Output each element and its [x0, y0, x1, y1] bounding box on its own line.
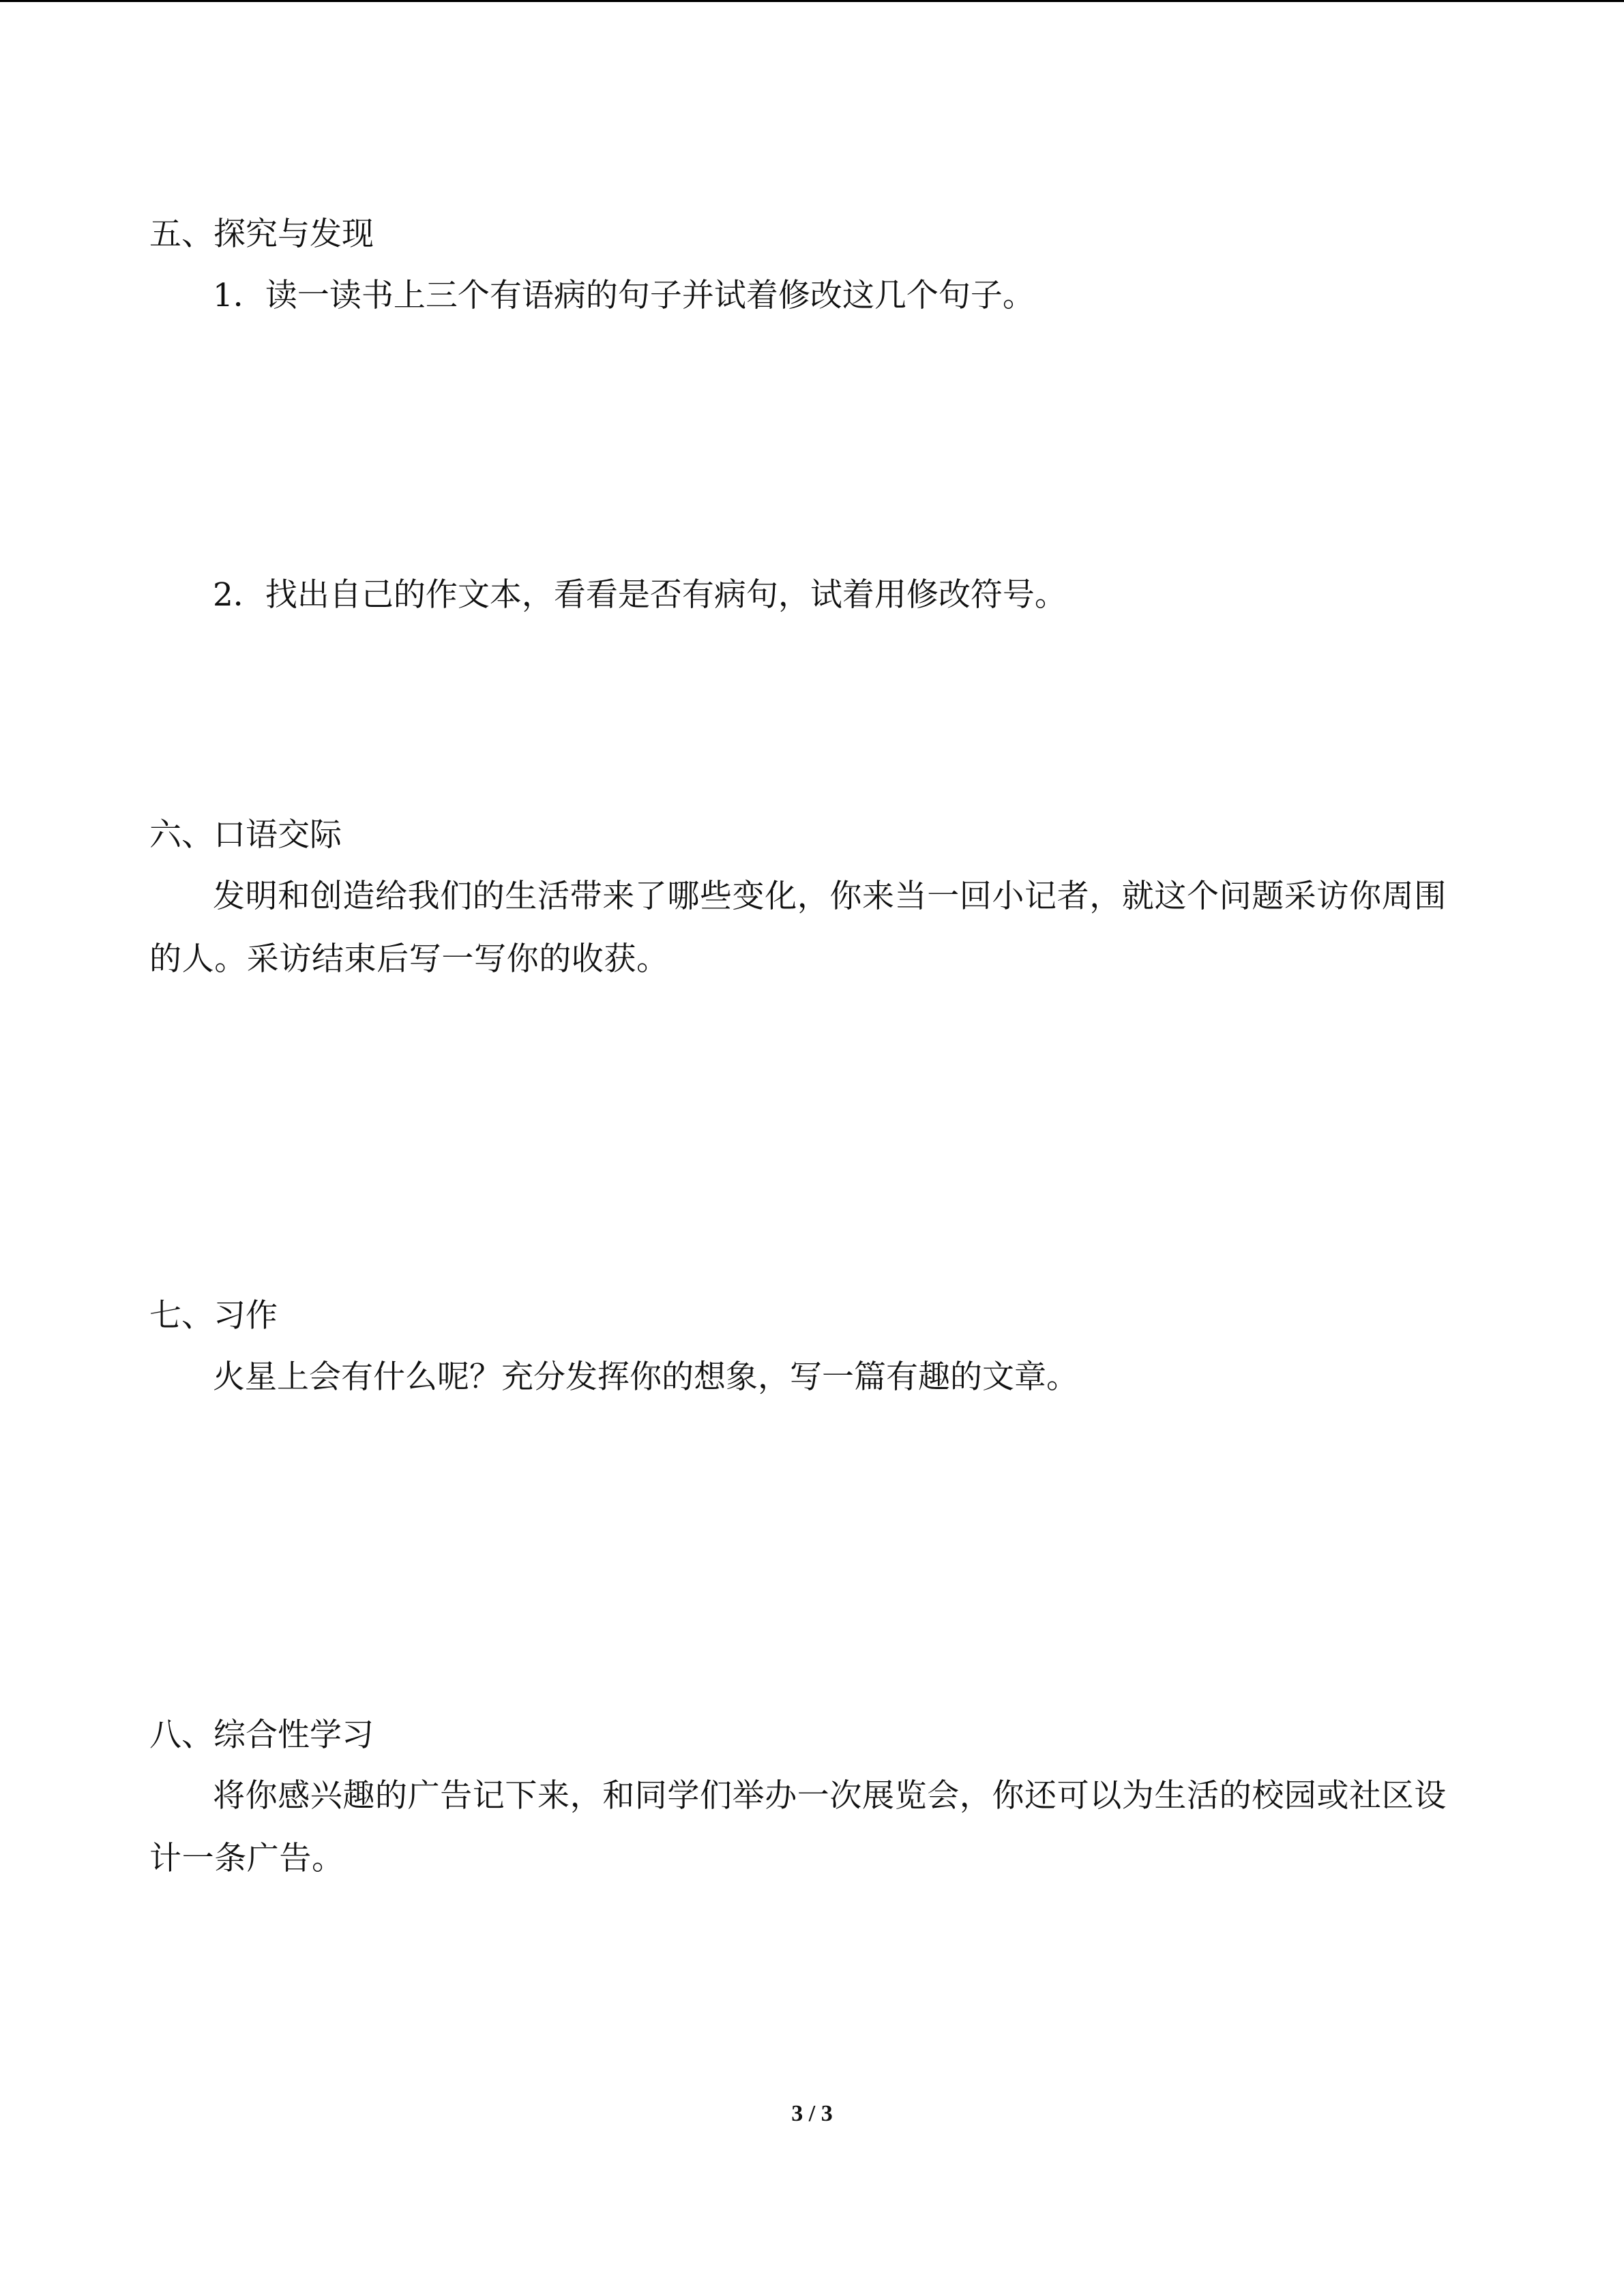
section-heading-comprehensive-study: 八、综合性学习 [149, 1716, 374, 1754]
exercise-item-1: 1．读一读书上三个有语病的句子并试着修改这几个句子。 [213, 277, 1035, 314]
exercise-item-2: 2．找出自己的作文本，看看是否有病句，试着用修改符号。 [213, 576, 1067, 614]
comprehensive-study-paragraph: 将你感兴趣的广告记下来，和同学们举办一次展览会，你还可以为生活的校园或社区设计一条广告。 [149, 1777, 1447, 1877]
top-border-rule [0, 0, 1624, 2]
section-heading-inquiry: 五、探究与发现 [149, 215, 374, 253]
page-number: 3 / 3 [791, 2101, 833, 2126]
oral-communication-paragraph: 发明和创造给我们的生活带来了哪些变化，你来当一回小记者，就这个问题采访你周围的人。采访结束后写一写你的收获。 [149, 878, 1447, 978]
writing-paragraph: 火星上会有什么呢？充分发挥你的想象，写一篇有趣的文章。 [213, 1358, 1078, 1396]
section-heading-oral-communication: 六、口语交际 [149, 816, 342, 854]
section-heading-writing: 七、习作 [149, 1297, 278, 1335]
